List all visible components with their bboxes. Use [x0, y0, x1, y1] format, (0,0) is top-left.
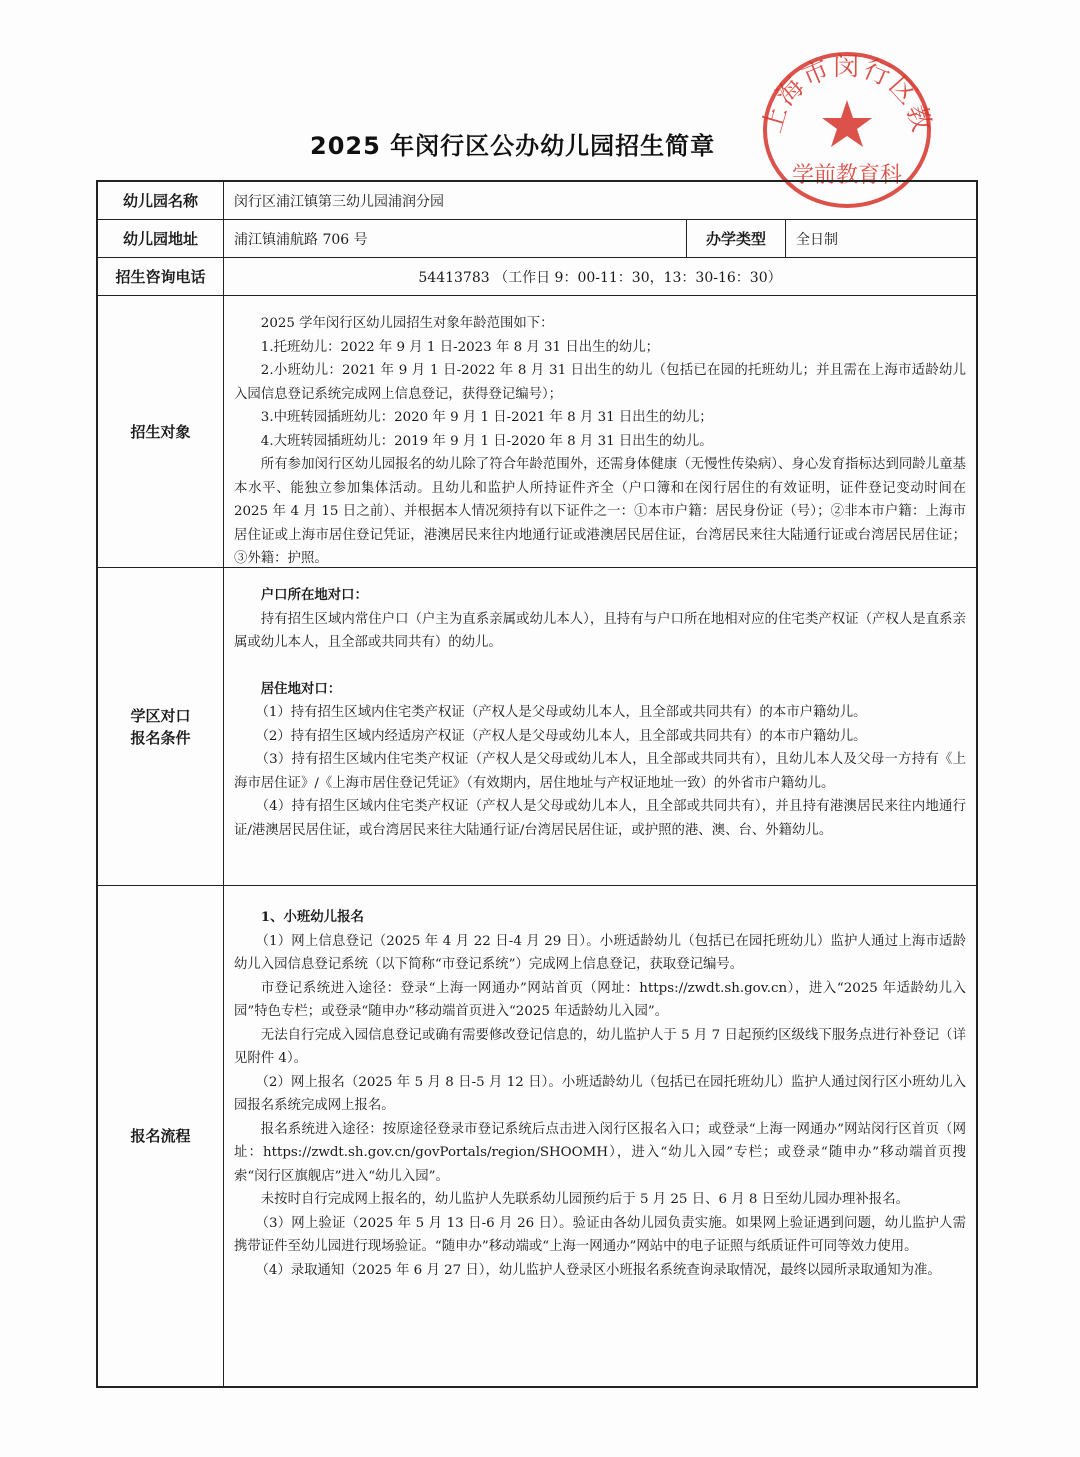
label-process: 报名流程	[98, 886, 224, 1386]
value-kindergarten-name: 闵行区浦江镇第三幼儿园浦润分园	[234, 193, 444, 210]
seal-dept-text: 学前教育科	[791, 163, 903, 188]
row-process	[98, 886, 976, 1386]
label-district-line2: 报名条件	[130, 728, 191, 747]
label-targets: 招生对象	[98, 296, 224, 567]
value-phone: 54413783 （工作日 9：00-11：30，13：30-16：30）	[418, 269, 782, 286]
label-school-type: 办学类型	[686, 220, 786, 257]
targets-line: 4.大班转园插班幼儿：2019 年 9 月 1 日-2020 年 8 月 31 日出生的幼儿。	[260, 433, 713, 449]
residence-item: （4）持有招生区域内住宅类产权证（产权人是父母或幼儿本人，且全部或共同共有），并且持有港澳居民来往内地通行证/港澳居民居住证，或台湾居民来往大陆通行证/台湾居民居住证，或护照的港、澳、台、外籍幼儿。	[234, 799, 966, 838]
process-heading: 1、小班幼儿报名	[260, 909, 364, 925]
enrollment-table	[96, 180, 978, 1388]
targets-line: 1.托班幼儿：2022 年 9 月 1 日-2023 年 8 月 31 日出生的幼儿；	[260, 339, 660, 355]
targets-content	[224, 296, 976, 567]
process-para: （1）网上信息登记（2025 年 4 月 22 日-4 月 29 日）。小班适龄幼儿（包括已在园托班幼儿）监护人通过上海市适龄幼儿入园信息登记系统（以下简称“市登记系统”）完成网上信息登记，获取登记编号。	[234, 933, 966, 972]
targets-line: 3.中班转园插班幼儿：2020 年 9 月 1 日-2021 年 8 月 31 日出生的幼儿；	[260, 410, 713, 425]
targets-line: 2.小班幼儿：2021 年 9 月 1 日-2022 年 8 月 31 日出生的幼儿（包括已在园的托班幼儿；并且需在上海市适龄幼儿入园信息登记系统完成网上信息登记，获得登记编号）；	[234, 363, 966, 402]
seal-org-text: 上海市闵行区教	[757, 52, 937, 137]
spacer	[234, 655, 966, 678]
process-para: 报名系统进入途径：按原途径登录市登记系统后点击进入闵行区报名入口；或登录“上海一网通办”网站闵行区首页（网址：https://zwdt.sh.gov.cn/govPortals/region/SHOOMH），进入“幼儿入园”专栏；或登录“随申办”移动端首页搜索“闵行区旗舰店”进入“幼儿入园”。	[234, 1121, 966, 1184]
process-para: （3）网上验证（2025 年 5 月 13 日-6 月 26 日）。验证由各幼儿园负责实施。如果网上验证遇到问题，幼儿监护人需携带证件至幼儿园进行现场验证。“随申办”移动端或“上海一网通办”网站中的电子证照与纸质证件可同等效力使用。	[234, 1215, 966, 1254]
row-phone	[98, 258, 976, 296]
page-title: 2025 年闵行区公办幼儿园招生简章	[310, 132, 716, 160]
label-district-line1: 学区对口	[130, 706, 191, 725]
row-district	[98, 568, 976, 886]
residence-item: （3）持有招生区域内住宅类产权证（产权人是父母或幼儿本人，且全部或共同共有），且幼儿本人及父母一方持有《上海市居住证》/《上海市居住登记凭证》（有效期内，居住地址与产权证地址一致）的外省市户籍幼儿。	[234, 752, 966, 791]
process-para: 未按时自行完成网上报名的，幼儿监护人先联系幼儿园预约后于 5 月 25 日、6 月 8 日至幼儿园办理补报名。	[260, 1192, 909, 1207]
process-para: （4）录取通知（2025 年 6 月 27 日），幼儿监护人登录区小班报名系统查询录取情况，最终以园所录取通知为准。	[255, 1262, 941, 1278]
residence-item: （1）持有招生区域内住宅类产权证（产权人是父母或幼儿本人，且全部或共同共有）的本市户籍幼儿。	[255, 705, 867, 720]
row-address	[98, 220, 976, 258]
targets-line: 所有参加闵行区幼儿园报名的幼儿除了符合年龄范围外，还需身体健康（无慢性传染病）、身心发育指标达到同龄儿童基本水平、能独立参加集体活动。且幼儿和监护人所持证件齐全（户口簿和在闵行居住的有效证明，证件登记变动时间在 2025 年 4 月 15 日之前）、并根据本人情况须持有以下证件之一：①本市户籍：居民身份证（号）；②非本市户籍：上海市居住证或上海市居住登记凭证，港澳居民来往内地通行证或港澳居民居住证，台湾居民来往大陆通行证或台湾居民居住证；③外籍：护照。	[234, 457, 966, 566]
row-kindergarten-name	[98, 182, 976, 220]
process-para: 市登记系统进入途径：登录“上海一网通办”网站首页（网址：https://zwdt.sh.gov.cn），进入“2025 年适龄幼儿入园”特色专栏；或登录“随申办”移动端首页进入“2025 年适龄幼儿入园”。	[234, 980, 966, 1019]
label-phone: 招生咨询电话	[98, 258, 224, 295]
process-content	[224, 886, 976, 1386]
value-school-type: 全日制	[796, 231, 838, 248]
residence-title: 居住地对口：	[260, 680, 342, 697]
process-para: （2）网上报名（2025 年 5 月 8 日-5 月 12 日）。小班适龄幼儿（包括已在园托班幼儿）监护人通过闵行区小班幼儿入园报名系统完成网上报名。	[234, 1074, 966, 1113]
label-address: 幼儿园地址	[98, 220, 224, 257]
targets-line: 2025 学年闵行区幼儿园招生对象年龄范围如下：	[260, 316, 554, 331]
label-district	[98, 568, 224, 885]
hukou-title: 户口所在地对口：	[260, 587, 368, 603]
star-icon	[822, 100, 872, 147]
district-content	[224, 568, 976, 885]
value-address: 浦江镇浦航路 706 号	[234, 231, 368, 248]
process-para: 无法自行完成入园信息登记或确有需要修改登记信息的，幼儿监护人于 5 月 7 日起预约区级线下服务点进行补登记（详见附件 4）。	[234, 1027, 966, 1066]
row-targets	[98, 296, 976, 568]
hukou-text: 持有招生区域内常住户口（户主为直系亲属或幼儿本人），且持有与户口所在地相对应的住宅类产权证（产权人是直系亲属或幼儿本人，且全部或共同共有）的幼儿。	[234, 611, 966, 650]
residence-item: （2）持有招生区域内经适房产权证（产权人是父母或幼儿本人，且全部或共同共有）的本市户籍幼儿。	[255, 728, 867, 744]
label-kindergarten-name: 幼儿园名称	[98, 182, 224, 219]
